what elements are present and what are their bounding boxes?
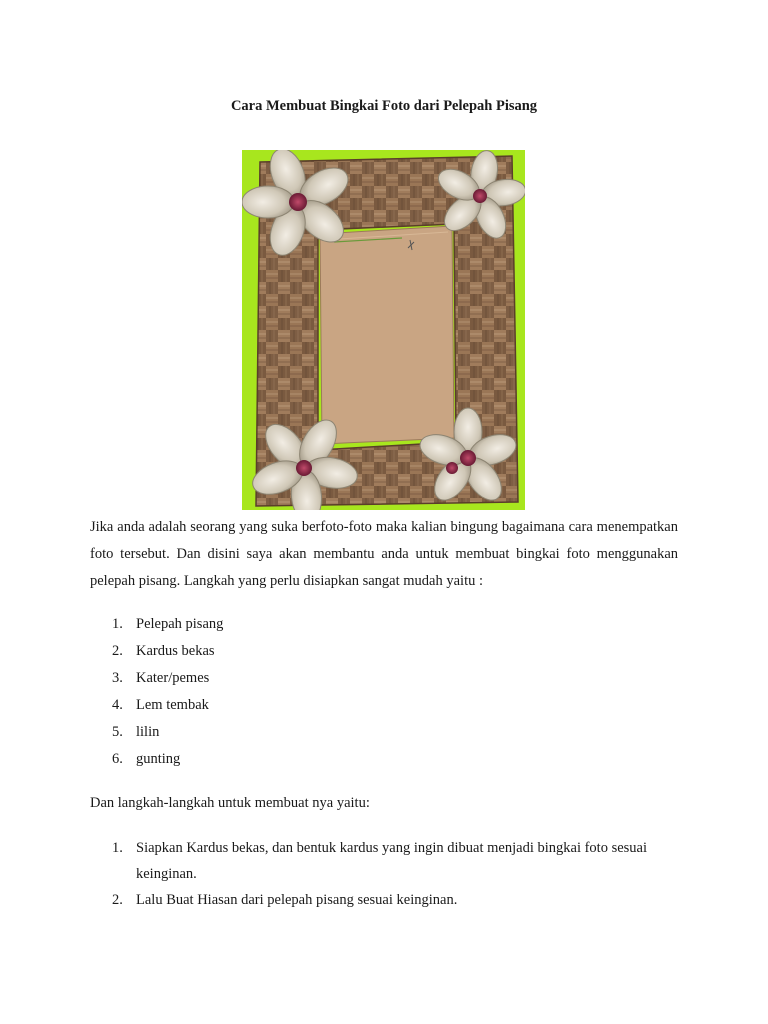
list-item (90, 746, 678, 773)
list-number: 1. (112, 616, 123, 632)
list-item (90, 887, 678, 913)
list-number: 2. (112, 643, 123, 659)
materials-list (90, 611, 678, 773)
list-number: 4. (112, 697, 123, 713)
steps-list (90, 835, 678, 913)
list-item (90, 719, 678, 746)
list-item-text: Kardus bekas (136, 643, 215, 659)
list-item (90, 835, 678, 887)
list-item-text: Siapkan Kardus bekas, dan bentuk kardus yang ingin dibuat menjadi bingkai foto sesuai keinginan. (136, 840, 648, 882)
list-number: 1. (112, 840, 123, 856)
list-number: 2. (112, 892, 123, 908)
banana-frame-illustration (242, 150, 525, 510)
cardboard-panel (320, 226, 454, 444)
document-title: Cara Membuat Bingkai Foto dari Pelepah Pisang (230, 98, 538, 114)
list-item-text: Pelepah pisang (136, 616, 224, 632)
list-item-text: lilin (136, 724, 160, 740)
banana-frame-photo (242, 150, 525, 510)
list-item (90, 611, 678, 638)
list-number: 3. (112, 670, 123, 686)
list-item-text: Lalu Buat Hiasan dari pelepah pisang sesuai keinginan. (136, 892, 458, 908)
list-number: 5. (112, 724, 123, 740)
list-number: 6. (112, 751, 123, 767)
list-item-text: gunting (136, 751, 181, 767)
list-item (90, 692, 678, 719)
list-item (90, 638, 678, 665)
list-item-text: Lem tembak (136, 697, 209, 713)
intro-paragraph: Jika anda adalah seorang yang suka berfoto-foto maka kalian bingung bagaimana cara menempatkan foto tersebut. Dan disini saya akan membantu anda untuk membuat bingkai foto menggunakan pelepah pisang. Langkah yang perlu disiapkan sangat mudah yaitu : (90, 519, 678, 589)
list-item-text: Kater/pemes (136, 670, 210, 686)
steps-intro: Dan langkah-langkah untuk membuat nya yaitu: (90, 795, 370, 811)
list-item (90, 665, 678, 692)
